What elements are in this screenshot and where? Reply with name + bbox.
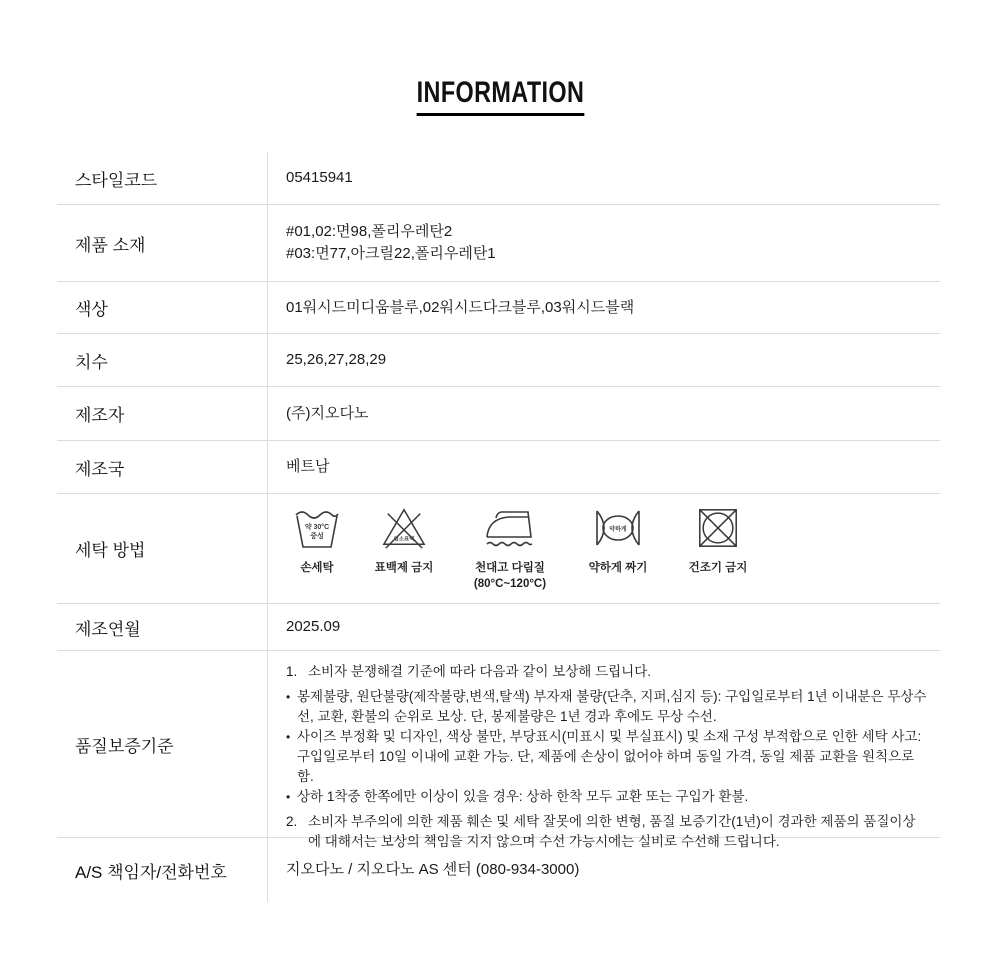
warranty-item-1 <box>286 662 928 682</box>
row-label: 스타일코드 <box>75 170 158 190</box>
row-label: 제조연월 <box>75 619 141 639</box>
washing-caption: 약하게 짜기 <box>588 561 648 574</box>
manufacturer-value: (주)지오다노 <box>286 404 369 422</box>
row-value <box>267 334 940 386</box>
page-title: INFORMATION <box>416 76 584 116</box>
washing-symbol-no-bleach <box>362 505 446 577</box>
size-value: 25,26,27,28,29 <box>286 351 387 368</box>
warranty-bullet-text: 봉제불량, 원단불량(제작불량,변색,탈색) 부자재 불량(단추, 지퍼,심지 등): 구입일로부터 1년 이내분은 무상수선, 교환, 환불의 순위로 보상. 단, 봉제불량은 1년 경과 후에도 무상 수선. <box>297 689 927 724</box>
table-row-manufacturer <box>57 387 940 441</box>
row-value <box>267 152 940 204</box>
washing-caption: 표백제 금지 <box>374 561 434 574</box>
product-info-table <box>57 152 940 902</box>
washing-caption: 손세탁 <box>300 561 334 574</box>
handwash-icon <box>293 505 341 555</box>
row-label: 품질보증기준 <box>75 736 174 756</box>
row-value <box>267 494 940 603</box>
washing-symbol-iron <box>460 505 560 592</box>
row-label: 제품 소재 <box>75 235 146 255</box>
svg-text:약하게: 약하게 <box>609 526 627 533</box>
style-code-value: 05415941 <box>286 169 353 186</box>
washing-symbol-handwash <box>286 505 348 577</box>
warranty-bullet-2 <box>286 727 928 787</box>
table-row-as-contact <box>57 838 940 902</box>
svg-text:염소표백: 염소표백 <box>393 536 415 543</box>
warranty-item-number: 1. <box>286 664 298 679</box>
row-label: 세탁 방법 <box>75 541 146 560</box>
no-tumble-dry-icon <box>694 505 742 555</box>
country-value: 베트남 <box>286 458 330 475</box>
washing-icons <box>286 505 928 592</box>
svg-text:중성: 중성 <box>310 532 324 540</box>
row-value <box>267 604 940 650</box>
warranty-item-number: 2. <box>286 814 298 829</box>
color-value: 01워시드미디움블루,02워시드다크블루,03워시드블랙 <box>286 298 635 316</box>
row-value <box>267 282 940 333</box>
warranty-bullet-text: 사이즈 부정확 및 디자인, 색상 불만, 부당표시(미표시 및 부실표시) 및 소재 구성 부적합으로 인한 세탁 사고: 구입일로부터 10일 이내에 교환 가능. 단, 제품에 손상이 없어야 하며 동일 가격, 동일 제품 교환을 원칙으로 함. <box>297 729 922 784</box>
washing-caption <box>474 561 546 592</box>
table-row-material <box>57 205 940 282</box>
table-row-size <box>57 334 940 387</box>
row-value <box>267 838 940 902</box>
bullet-marker: • <box>286 730 291 744</box>
washing-caption-line-1: 천대고 다림질 <box>475 561 545 574</box>
warranty-item-text: 소비자 부주의에 의한 제품 훼손 및 세탁 잘못에 의한 변형, 품질 보증기간(1년)이 경과한 제품의 품질이상에 대해서는 보상의 책임을 지지 않으며 수선 가능시에는 실비로 수선해 드립니다. <box>308 814 916 849</box>
iron-with-cloth-icon <box>485 505 535 555</box>
table-row-country <box>57 441 940 494</box>
row-value <box>267 651 940 849</box>
row-value <box>267 205 940 281</box>
row-value <box>267 387 940 440</box>
washing-caption: 건조기 금지 <box>688 561 748 574</box>
manufacture-date-value: 2025.09 <box>286 618 341 635</box>
warranty-bullet-1 <box>286 687 928 727</box>
no-bleach-icon <box>380 505 428 555</box>
table-row-warranty <box>57 651 940 849</box>
page-header <box>0 0 1000 116</box>
washing-caption-line-2: (80°C~120°C) <box>473 577 547 590</box>
table-row-washing <box>57 494 940 604</box>
wring-gently-icon <box>589 505 647 555</box>
bullet-marker: • <box>286 790 291 804</box>
washing-symbol-no-dry <box>676 505 760 577</box>
row-label: A/S 책임자/전화번호 <box>75 862 227 882</box>
row-label: 색상 <box>75 300 108 319</box>
bullet-marker: • <box>286 690 291 704</box>
svg-text:약 30°C: 약 30°C <box>304 523 330 531</box>
table-row-style-code <box>57 152 940 205</box>
row-label: 제조자 <box>75 406 125 425</box>
warranty-bullet-3 <box>286 787 928 807</box>
washing-symbol-wring <box>574 505 662 577</box>
warranty-item-text: 소비자 분쟁해결 기준에 따라 다음과 같이 보상해 드립니다. <box>308 664 651 679</box>
table-row-manufacture-date <box>57 604 940 651</box>
row-value <box>267 441 940 493</box>
as-contact-value: 지오다노 / 지오다노 AS 센터 (080-934-3000) <box>286 861 580 878</box>
warranty-bullet-text: 상하 1착중 한쪽에만 이상이 있을 경우: 상하 한착 모두 교환 또는 구입가 환불. <box>297 789 749 804</box>
material-line-1: #01,02:면98,폴리우레탄2 <box>286 223 453 240</box>
row-label: 치수 <box>75 352 108 372</box>
table-row-color <box>57 282 940 334</box>
material-line-2: #03:면77,아크릴22,폴리우레탄1 <box>286 245 496 262</box>
row-label: 제조국 <box>75 459 125 479</box>
